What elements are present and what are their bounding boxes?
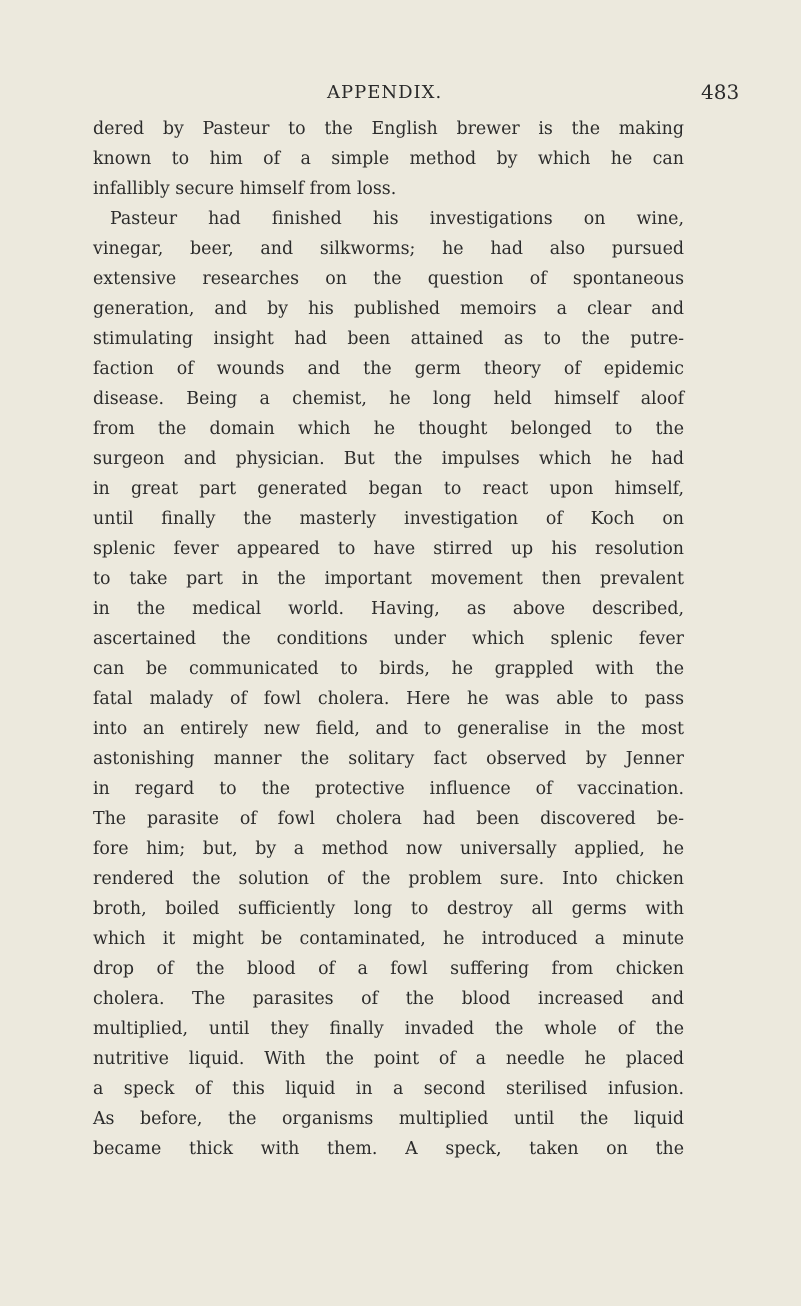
text-line: surgeon and physician. But the impulses which he had <box>93 449 684 469</box>
text-line: faction of wounds and the germ theory of epidemic <box>93 359 684 379</box>
text-line: infallibly secure himself from loss. <box>93 179 397 199</box>
text-line: multiplied, until they finally invaded the whole of the <box>93 1019 684 1039</box>
text-line: generation, and by his published memoirs a clear and <box>93 299 684 319</box>
text-line: in great part generated began to react upon himself, <box>93 479 684 499</box>
text-line: As before, the organisms multiplied until the liquid <box>93 1109 684 1129</box>
text-line: cholera. The parasites of the blood increased and <box>93 989 684 1009</box>
running-head: APPENDIX. <box>327 82 443 103</box>
text-line: can be communicated to birds, he grappled with the <box>93 659 684 679</box>
text-line: drop of the blood of a fowl suffering from chicken <box>93 959 684 979</box>
text-line: The parasite of fowl cholera had been discovered be- <box>93 809 684 829</box>
text-line: rendered the solution of the problem sure. Into chicken <box>93 869 684 889</box>
text-line: nutritive liquid. With the point of a needle he placed <box>93 1049 684 1069</box>
text-line: splenic fever appeared to have stirred up his resolution <box>93 539 684 559</box>
text-line: became thick with them. A speck, taken on the <box>93 1139 684 1159</box>
text-line: broth, boiled sufficiently long to destroy all germs with <box>93 899 684 919</box>
text-line: stimulating insight had been attained as to the putre- <box>93 329 684 349</box>
page-number: 483 <box>701 80 740 104</box>
text-line: extensive researches on the question of spontaneous <box>93 269 684 289</box>
text-line: astonishing manner the solitary fact observed by Jenner <box>93 749 684 769</box>
text-line: which it might be contaminated, he introduced a minute <box>93 929 684 949</box>
text-line: fore him; but, by a method now universally applied, he <box>93 839 684 859</box>
text-line: a speck of this liquid in a second sterilised infusion. <box>93 1079 684 1099</box>
text-line: fatal malady of fowl cholera. Here he was able to pass <box>93 689 684 709</box>
text-line: from the domain which he thought belonged to the <box>93 419 684 439</box>
body-text <box>0 117 801 1177</box>
text-line: into an entirely new field, and to generalise in the most <box>93 719 684 739</box>
text-line: until finally the masterly investigation of Koch on <box>93 509 684 529</box>
text-line: Pasteur had finished his investigations on wine, <box>110 209 684 229</box>
text-line: vinegar, beer, and silkworms; he had also pursued <box>93 239 684 259</box>
text-line: disease. Being a chemist, he long held himself aloof <box>93 389 684 409</box>
text-line: to take part in the important movement then prevalent <box>93 569 684 589</box>
text-line: in the medical world. Having, as above described, <box>93 599 684 619</box>
text-line: known to him of a simple method by which he can <box>93 149 684 169</box>
text-line: ascertained the conditions under which splenic fever <box>93 629 684 649</box>
text-line: dered by Pasteur to the English brewer is the making <box>93 119 684 139</box>
text-line: in regard to the protective influence of vaccination. <box>93 779 684 799</box>
